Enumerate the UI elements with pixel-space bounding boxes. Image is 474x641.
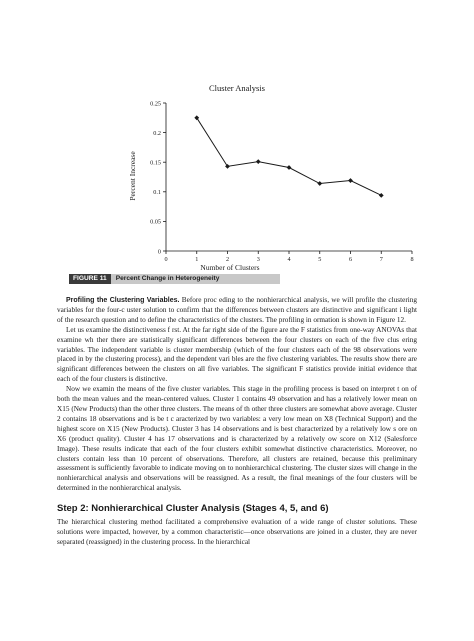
section-heading: Step 2: Nonhierarchical Cluster Analysis (Stages 4, 5, and 6) [57, 503, 329, 515]
paragraph-distinctiveness: Let us examine the distinctiveness f rst. At the far right side of the figure are the F statistics from one-way ANOVAs that examine wh ther there are statistically significant differences between the four clusters on each of the five clus ering variables. The independent variable is cluster membership (which of the four clusters each of the 98 observations were placed in by the clustering process), and the dependent vari bles are the five clustering variables. The results show there are significant differences between the clusters on all five variables. The significant F statistics provide initial evidence that each of the four clusters is distinctive. [57, 325, 417, 384]
figure-caption [69, 274, 280, 284]
data-point [348, 178, 353, 183]
x-axis-ticks [164, 251, 413, 263]
data-point [225, 164, 230, 169]
chart-series [194, 115, 383, 197]
x-tick-label: 8 [410, 256, 414, 263]
x-axis-label: Number of Clusters [200, 263, 260, 272]
page-header: Cluster Analysis [209, 83, 265, 93]
data-point [256, 159, 261, 164]
x-tick-label: 1 [195, 256, 199, 263]
x-tick-label: 5 [318, 256, 322, 263]
y-tick-label: 0.05 [150, 218, 161, 226]
x-tick-label: 6 [348, 256, 353, 263]
data-point [287, 165, 292, 170]
paragraph-means: Now we examin the means of the five cluster variables. This stage in the profiling process is based on interpret t on of both the mean values and the mean-centered values. Cluster 1 contains 49 observation and has a relatively lower mean on X15 (New Products) than the other three clusters. The means of th other three clusters are somewhat above average. Cluster 2 contains 18 observations and is be t c aracterized by two variables: a very low mean on X8 (Technical Support) and the highest score on X15 (New Products). Cluster 3 has 14 observations and is best characterized by a relatively low s ore on X6 (product quality). Cluster 4 has 17 observations and is characterized by a relatively ow score on X12 (Salesforce Image). These results indicate that each of the four clusters exhibit somewhat distinctive characteristics. Moreover, no clusters contain less than 10 percent of observations. Therefore, all clusters are retained, because this preliminary assessment is sufficiently favorable to indicate moving on to nonhierarchical clustering. The cluster sizes will change in the nonhierarchical analysis and observations will be reassigned. As a result, the final meanings of the four clusters will be determined in the nonhierarchical analysis. [57, 385, 417, 493]
data-point [317, 181, 322, 186]
series-line [197, 118, 382, 196]
x-tick-label: 4 [287, 256, 291, 263]
line-chart [0, 0, 474, 280]
paragraph-hierarchical: The hierarchical clustering method facilitated a comprehensive evaluation of a wide range of cluster solutions. These solutions were impacted, however, by a common characteristic—once observations are joined in a cluster, they are never separated (reassigned) in the clustering process. In the hierarchical [57, 518, 417, 546]
y-tick-label: 0.15 [150, 159, 161, 167]
paragraph-text: Before proc eding to the nonhierarchical analysis, we will profile the clustering variables for the four-c uster solution to confirm that the differences between clusters are distinctive and significant i light of the research question and to define the characteristics of the clusters. The profiling in ormation is shown in Figure 12. [57, 296, 417, 324]
chart-axes [166, 103, 412, 251]
figure-title: Percent Change in Heterogeneity [115, 275, 220, 282]
run-in-heading: Profiling the Clustering Variables. [66, 297, 180, 304]
paragraph-profiling [57, 296, 417, 326]
y-axis-label: Percent Increase [128, 151, 137, 201]
data-point [379, 193, 384, 198]
y-axis-ticks [150, 100, 166, 255]
x-tick-label: 7 [379, 256, 383, 263]
y-tick-label: 0 [157, 248, 161, 256]
x-tick-label: 0 [164, 256, 168, 263]
y-tick-label: 0.2 [153, 129, 161, 137]
data-point [194, 115, 199, 120]
x-tick-label: 3 [256, 256, 260, 263]
y-tick-label: 0.1 [153, 189, 161, 197]
body-text [57, 296, 417, 548]
figure-number: FIGURE 11 [69, 274, 111, 284]
y-tick-label: 0.25 [150, 100, 161, 108]
x-tick-label: 2 [225, 256, 230, 263]
